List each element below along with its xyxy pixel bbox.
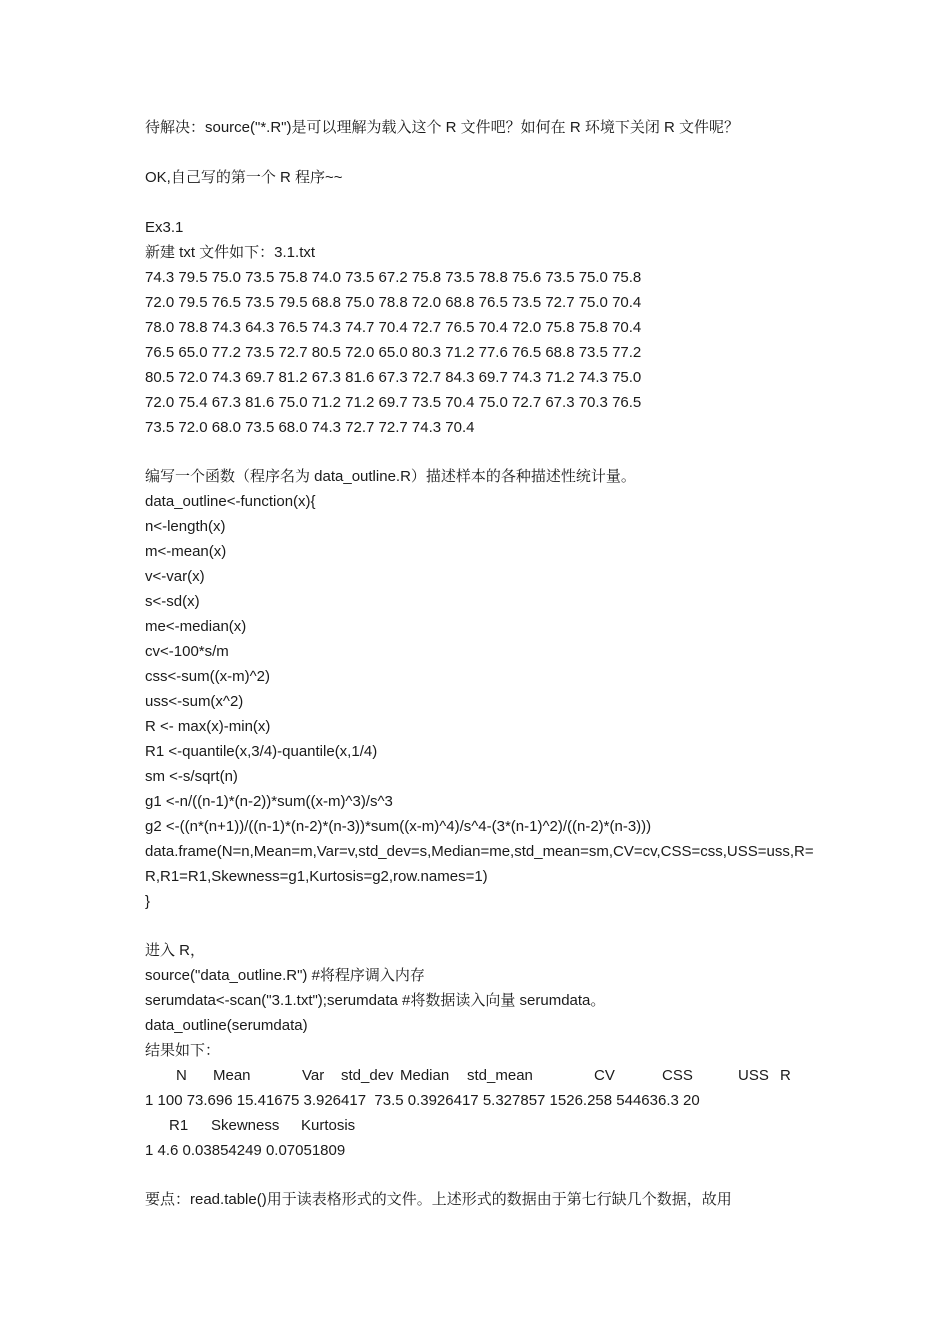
- run-line: serumdata<-scan("3.1.txt");serumdata #将数据读入向量 serumdata。: [145, 992, 606, 1009]
- result-header-cell: std_dev: [341, 1067, 394, 1084]
- enter-r-line: 进入 R，: [145, 942, 206, 959]
- result-header-cell: N: [176, 1067, 187, 1084]
- result-header-cell: Kurtosis: [301, 1117, 356, 1134]
- run-line: source("data_outline.R") #将程序调入内存: [145, 967, 425, 984]
- code-line: uss<-sum(x^2): [145, 693, 244, 710]
- data-row: 72.0 79.5 76.5 73.5 79.5 68.8 75.0 78.8 72.0 68.8 76.5 73.5 72.7 75.0 70.4: [145, 294, 642, 311]
- code-line: data.frame(N=n,Mean=m,Var=v,std_dev=s,Median=me,std_mean=sm,CV=cv,CSS=css,USS=uss,R=: [145, 843, 814, 860]
- code-line: R1 <-quantile(x,3/4)-quantile(x,1/4): [145, 743, 378, 760]
- result-header-cell: R: [780, 1067, 791, 1084]
- data-row: 72.0 75.4 67.3 81.6 75.0 71.2 71.2 69.7 73.5 70.4 75.0 72.7 67.3 70.3 76.5: [145, 394, 642, 411]
- data-row: 73.5 72.0 68.0 73.5 68.0 74.3 72.7 72.7 74.3 70.4: [145, 419, 475, 436]
- result-header-cell: USS: [738, 1067, 769, 1084]
- ok-line: OK,自己写的第一个 R 程序~~: [145, 169, 343, 186]
- code-line: data_outline<-function(x){: [145, 493, 316, 510]
- result-header-cell: R1: [169, 1117, 189, 1134]
- code-line: g1 <-n/((n-1)*(n-2))*sum((x-m)^3)/s^3: [145, 793, 393, 810]
- run-line: 结果如下：: [145, 1042, 221, 1059]
- new-file-line: 新建 txt 文件如下：3.1.txt: [145, 244, 316, 261]
- result-header-cell: Median: [400, 1067, 450, 1084]
- data-row: 80.5 72.0 74.3 69.7 81.2 67.3 81.6 67.3 72.7 84.3 69.7 74.3 71.2 74.3 75.0: [145, 369, 642, 386]
- exercise-title: Ex3.1: [145, 219, 184, 236]
- code-line: sm <-s/sqrt(n): [145, 768, 238, 785]
- key-point-line: 要点：read.table()用于读表格形式的文件。上述形式的数据由于第七行缺几个数据，故用: [145, 1191, 732, 1208]
- result-header-cell: std_mean: [467, 1067, 533, 1084]
- data-row: 76.5 65.0 77.2 73.5 72.7 80.5 72.0 65.0 80.3 71.2 77.6 76.5 68.8 73.5 77.2: [145, 344, 642, 361]
- result-header-cell: Skewness: [211, 1117, 280, 1134]
- result-header-cell: CSS: [662, 1067, 693, 1084]
- code-line: R,R1=R1,Skewness=g1,Kurtosis=g2,row.names=1): [145, 868, 488, 885]
- data-row: 78.0 78.8 74.3 64.3 76.5 74.3 74.7 70.4 72.7 76.5 70.4 72.0 75.8 75.8 70.4: [145, 319, 642, 336]
- code-line: v<-var(x): [145, 568, 205, 585]
- data-row: 74.3 79.5 75.0 73.5 75.8 74.0 73.5 67.2 75.8 73.5 78.8 75.6 73.5 75.0 75.8: [145, 269, 642, 286]
- result-header-cell: Mean: [213, 1067, 251, 1084]
- code-line: me<-median(x): [145, 618, 247, 635]
- code-line: g2 <-((n*(n+1))/((n-1)*(n-2)*(n-3))*sum((x-m)^4)/s^4-(3*(n-1)^2)/((n-2)*(n-3))): [145, 818, 652, 835]
- result-row: 1 4.6 0.03854249 0.07051809: [145, 1142, 346, 1159]
- code-line: n<-length(x): [145, 518, 226, 535]
- run-line: data_outline(serumdata): [145, 1017, 308, 1034]
- result-row: 1 100 73.696 15.41675 3.926417 73.5 0.3926417 5.327857 1526.258 544636.3 20: [145, 1092, 700, 1109]
- code-line: }: [145, 893, 151, 910]
- code-line: css<-sum((x-m)^2): [145, 668, 270, 685]
- result-header-cell: Var: [302, 1067, 325, 1084]
- function-description: 编写一个函数（程序名为 data_outline.R）描述样本的各种描述性统计量。: [145, 468, 636, 485]
- code-line: R <- max(x)-min(x): [145, 718, 271, 735]
- code-line: m<-mean(x): [145, 543, 227, 560]
- pending-question: 待解决：source("*.R")是可以理解为载入这个 R 文件吧？如何在 R 环境下关闭 R 文件呢？: [145, 119, 740, 136]
- code-line: cv<-100*s/m: [145, 643, 229, 660]
- result-header-cell: CV: [594, 1067, 615, 1084]
- code-line: s<-sd(x): [145, 593, 200, 610]
